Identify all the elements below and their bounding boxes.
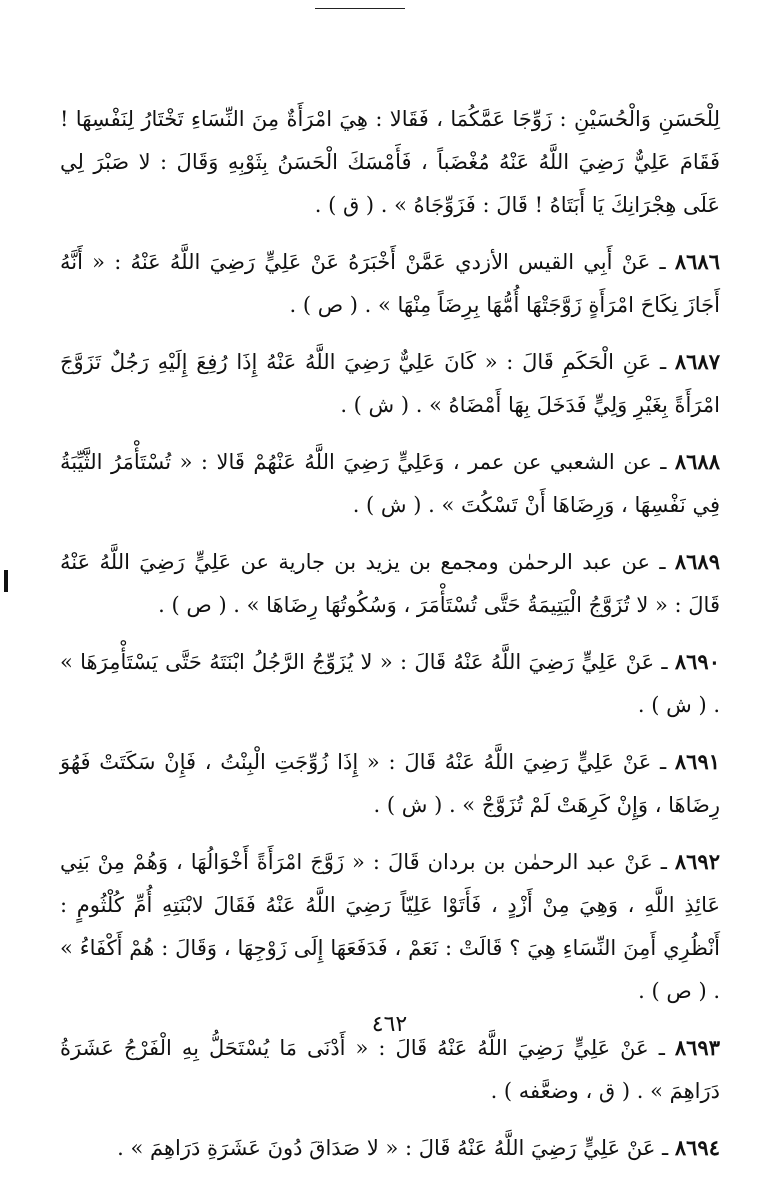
hadith-paragraph — [60, 240, 720, 327]
paragraph-text: ـ عَنْ أَبِي القيس الأزدي عَمَّنْ أَخْبَرَهُ عَنْ عَلِيٍّ رَضِيَ اللَّهُ عَنْهُ : « أَنَّهُ أَجَازَ نِكَاحَ امْرَأَةٍ زَوَّجَتْهَا أُمُّهَا بِرِضَاً مِنْهَا » . ( ص ) . — [60, 250, 720, 317]
hadith-number: ٨٦٩٣ — [674, 1035, 720, 1060]
paragraph-text: ـ عن عبد الرحمٰن ومجمع بن يزيد بن جارية عن عَلِيٍّ رَضِيَ اللَّهُ عَنْهُ قَالَ : « لا تُزَوَّجُ الْيَتِيمَةُ حَتَّى تُسْتَأْمَرَ ، وَسُكُوتُهَا رِضَاهَا » . ( ص ) . — [60, 550, 720, 617]
margin-edge-mark — [4, 570, 8, 592]
hadith-paragraph — [60, 340, 720, 427]
paragraph-text: لِلْحَسَنِ وَالْحُسَيْنِ : زَوِّجَا عَمَّكُمَا ، فَقَالا : هِيَ امْرَأَةٌ مِنَ النِّسَاءِ تَخْتَارُ لِنَفْسِهَا ! فَقَامَ عَلِيٌّ رَضِيَ اللَّهُ عَنْهُ مُغْضَباً ، فَأَمْسَكَ الْحَسَنُ بِثَوْبِهِ وَقَالَ : لا صَبْرَ لِي عَلَى هِجْرَانِكَ يَا أَبَتَاهُ ! قَالَ : فَزَوِّجَاهُ » . ( ق ) . — [60, 107, 720, 217]
hadith-paragraph — [60, 640, 720, 727]
hadith-number: ٨٦٩٤ — [674, 1135, 720, 1160]
paragraph-text: ـ عَنْ عَلِيٍّ رَضِيَ اللَّهُ عَنْهُ قَالَ : « لا يُزَوِّجُ الرَّجُلُ ابْنَتَهُ حَتَّى يَسْتَأْمِرَهَا » . ( ش ) . — [60, 650, 720, 717]
hadith-number: ٨٦٩١ — [674, 749, 721, 774]
hadith-paragraph — [60, 98, 720, 227]
hadith-paragraph — [60, 1026, 720, 1113]
hadith-paragraph — [60, 540, 720, 627]
hadith-number: ٨٦٨٩ — [674, 549, 720, 574]
hadith-number: ٨٦٨٨ — [674, 449, 720, 474]
hadith-number: ٨٦٨٧ — [674, 349, 720, 374]
paragraph-text: ـ عَنْ عَلِيٍّ رَضِيَ اللَّهُ عَنْهُ قَالَ : « إِذَا زُوِّجَتِ الْبِنْتُ ، فَإِنْ سَكَتَتْ فَهُوَ رِضَاهَا ، وَإِنْ كَرِهَتْ لَمْ تُزَوَّجْ » . ( ش ) . — [60, 750, 720, 817]
paragraph-text: ـ عَنْ عَلِيٍّ رَضِيَ اللَّهُ عَنْهُ قَالَ : « أَدْنَى مَا يُسْتَحَلُّ بِهِ الْفَرْجُ عَشَرَةُ دَرَاهِمَ » . ( ق ، وضعَّفه ) . — [60, 1036, 720, 1103]
paragraph-text: ـ عن الشعبي عن عمر ، وَعَلِيٍّ رَضِيَ اللَّهُ عَنْهُمْ قَالا : « تُسْتَأْمَرُ الثَّيِّبَةُ فِي نَفْسِهَا ، وَرِضَاهَا أَنْ تَسْكُتَ » . ( ش ) . — [60, 450, 720, 517]
hadith-paragraph — [60, 1126, 720, 1170]
hadith-paragraph — [60, 840, 720, 1013]
hadith-paragraph — [60, 740, 720, 827]
hadith-number: ٨٦٨٦ — [674, 249, 720, 274]
paragraph-text: ـ عَنْ عبد الرحمٰن بن بردان قَالَ : « زَوَّجَ امْرَأَةً أَخْوَالُهَا ، وَهُمْ مِنْ بَنِي عَائِذِ اللَّهِ ، وَهِيَ مِنْ أَزْدٍ ، فَأَتَوْا عَلِيّاً رَضِيَ اللَّهُ عَنْهُ فَقَالَ لابْنَتِهِ أُمِّ كُلْثُومٍ : أَنْظُرِي أَمِنَ النِّسَاءِ هِيَ ؟ قَالَتْ : نَعَمْ ، فَدَفَعَهَا إِلَى زَوْجِهَا ، وَقَالَ : هُمْ أَكْفَاءُ » . ( ص ) . — [60, 850, 720, 1003]
hadith-number: ٨٦٩٠ — [674, 649, 720, 674]
hadith-paragraph — [60, 440, 720, 527]
top-rule — [315, 8, 405, 9]
page-number: ٤٦٢ — [371, 1012, 408, 1037]
hadith-number: ٨٦٩٢ — [674, 849, 720, 874]
paragraph-text: ـ عَنِ الْحَكَمِ قَالَ : « كَانَ عَلِيٌّ رَضِيَ اللَّهُ عَنْهُ إِذَا رُفِعَ إِلَيْهِ رَجُلٌ تَزَوَّجَ امْرَأَةً بِغَيْرِ وَلِيٍّ فَدَخَلَ بِهَا أَمْضَاهُ » . ( ش ) . — [60, 350, 720, 417]
paragraph-text: ـ عَنْ عَلِيٍّ رَضِيَ اللَّهُ عَنْهُ قَالَ : « لا صَدَاقَ دُونَ عَشَرَةِ دَرَاهِمَ » . — [117, 1136, 669, 1160]
